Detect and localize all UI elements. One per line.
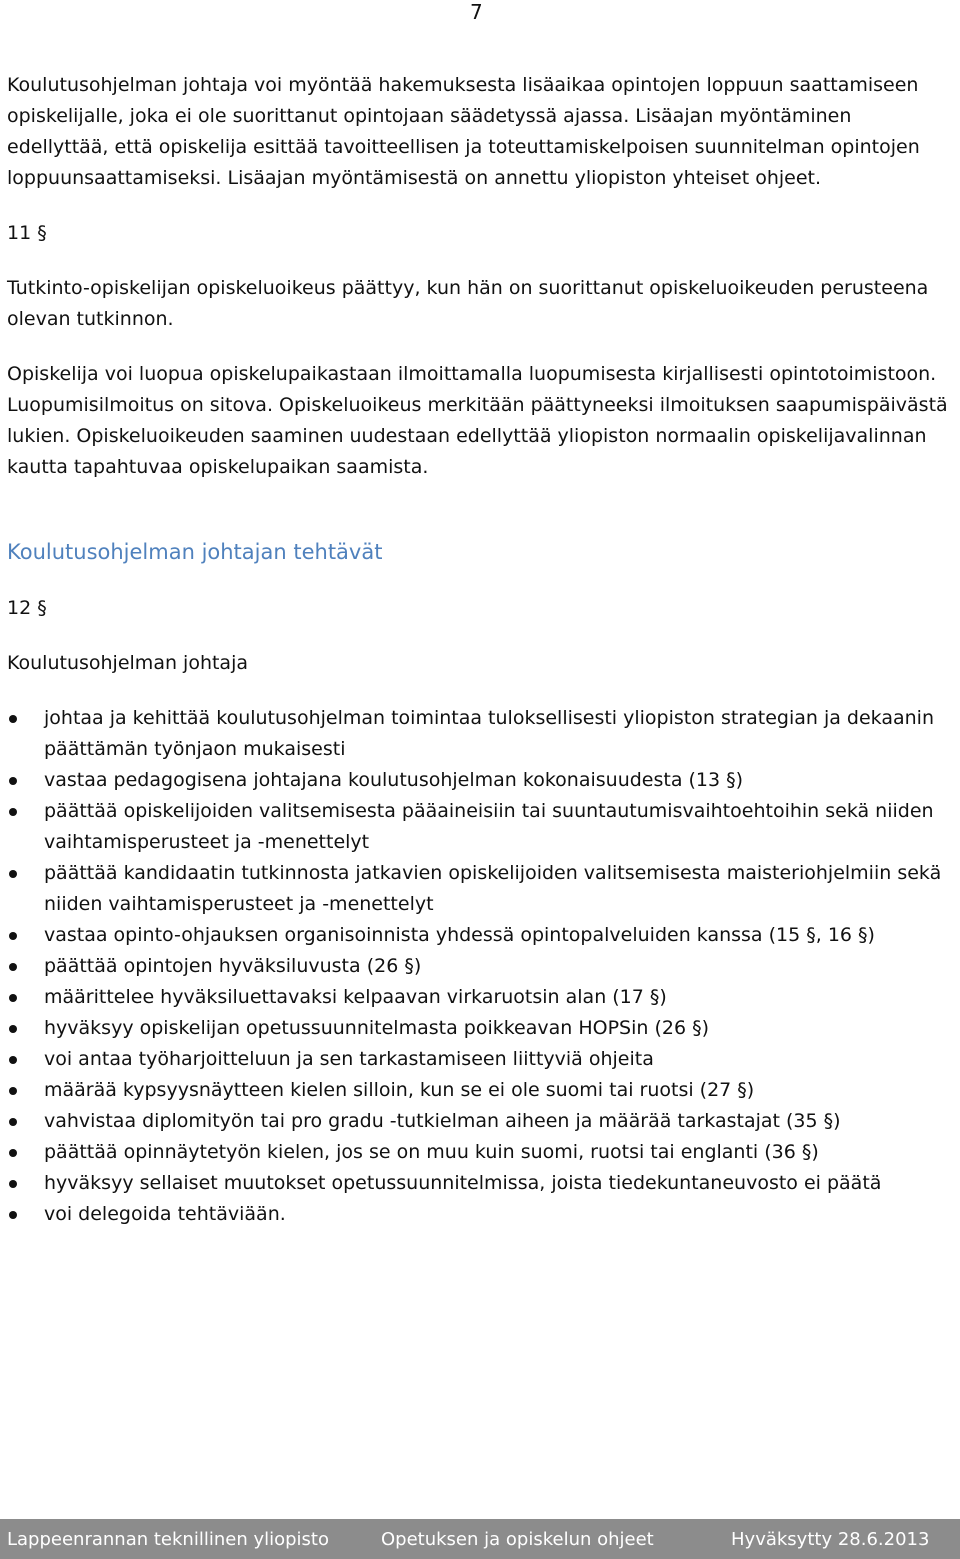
duties-list [7,703,952,1230]
role-title: Koulutusohjelman johtaja [7,652,248,674]
list-item [7,1044,952,1075]
bullet-icon [9,994,17,1002]
footer-document-title: Opetuksen ja opiskelun ohjeet [381,1529,654,1550]
bullet-icon [9,870,17,878]
paragraph-right-ends: Tutkinto-opiskelijan opiskeluoikeus päättyy, kun hän on suorittanut opiskeluoikeuden perusteena olevan tutkinnon. [7,277,929,330]
page-footer [0,1519,960,1559]
list-item [7,1168,952,1199]
list-item-text: määrittelee hyväksiluettavaksi kelpaavan virkaruotsin alan (17 §) [44,986,667,1008]
list-item [7,1075,952,1106]
list-item-text: voi antaa työharjoitteluun ja sen tarkastamiseen liittyviä ohjeita [44,1048,654,1070]
list-item-text: voi delegoida tehtäviään. [44,1203,286,1225]
list-item [7,951,952,982]
list-item-text: vastaa opinto-ohjauksen organisoinnista yhdessä opintopalveluiden kanssa (15 §, 16 §) [44,924,875,946]
bullet-icon [9,715,17,723]
list-item [7,1106,952,1137]
paragraph-extension: Koulutusohjelman johtaja voi myöntää hakemuksesta lisäaikaa opintojen loppuun saattamiseen opiskelijalle, joka ei ole suorittanut opintojaan säädetyssä ajassa. Lisäajan myöntäminen edellyttää, että opiskelija esittää tavoitteellisen ja toteuttamiskelpoisen suunnitelman opintojen loppuunsaattamiseksi. Lisäajan myöntämisestä on annettu yliopiston yhteiset ohjeet. [7,74,920,189]
bullet-icon [9,1211,17,1219]
list-item-text: hyväksyy sellaiset muutokset opetussuunnitelmissa, joista tiedekuntaneuvosto ei päätä [44,1172,882,1194]
list-item-text: vahvistaa diplomityön tai pro gradu -tutkielman aiheen ja määrää tarkastajat (35 §) [44,1110,841,1132]
list-item [7,920,952,951]
footer-institution: Lappeenrannan teknillinen yliopisto [7,1529,329,1550]
list-item-text: määrää kypsyysnäytteen kielen silloin, kun se ei ole suomi tai ruotsi (27 §) [44,1079,755,1101]
footer-approval-date: Hyväksytty 28.6.2013 [731,1529,930,1550]
bullet-icon [9,1149,17,1157]
list-item [7,1199,952,1230]
bullet-icon [9,932,17,940]
list-item-text: päättää kandidaatin tutkinnosta jatkavien opiskelijoiden valitsemisesta maisteriohjelmiin sekä niiden vaihtamisperusteet ja -menettelyt [44,862,942,915]
section-11-number: 11 § [7,222,47,244]
bullet-icon [9,777,17,785]
bullet-icon [9,1087,17,1095]
list-item-text: päättää opiskelijoiden valitsemisesta pääaineisiin tai suuntautumisvaihtoehtoihin sekä niiden vaihtamisperusteet ja -menettelyt [44,800,934,853]
section-heading: Koulutusohjelman johtajan tehtävät [7,540,383,564]
list-item-text: johtaa ja kehittää koulutusohjelman toimintaa tuloksellisesti yliopiston strategian ja dekaanin päättämän työnjaon mukaisesti [44,707,934,760]
bullet-icon [9,1056,17,1064]
list-item-text: päättää opintojen hyväksiluvusta (26 §) [44,955,422,977]
document-body [7,70,952,1230]
section-12-number: 12 § [7,597,47,619]
bullet-icon [9,808,17,816]
list-item [7,982,952,1013]
list-item [7,1013,952,1044]
list-item-text: hyväksyy opiskelijan opetussuunnitelmasta poikkeavan HOPSin (26 §) [44,1017,710,1039]
list-item [7,703,952,765]
bullet-icon [9,1025,17,1033]
bullet-icon [9,1118,17,1126]
list-item [7,765,952,796]
list-item-text: vastaa pedagogisena johtajana koulutusohjelman kokonaisuudesta (13 §) [44,769,744,791]
list-item [7,1137,952,1168]
list-item-text: päättää opinnäytetyön kielen, jos se on muu kuin suomi, ruotsi tai englanti (36 §) [44,1141,819,1163]
list-item [7,796,952,858]
list-item [7,858,952,920]
bullet-icon [9,963,17,971]
paragraph-resignation: Opiskelija voi luopua opiskelupaikastaan ilmoittamalla luopumisesta kirjallisesti opintotoimistoon. Luopumisilmoitus on sitova. Opiskeluoikeus merkitään päättyneeksi ilmoituksen saapumispäivästä lukien. Opiskeluoikeuden saaminen uudestaan edellyttää yliopiston normaalin opiskelijavalinnan kautta tapahtuvaa opiskelupaikan saamista. [7,363,948,478]
page-number: 7 [470,0,483,24]
bullet-icon [9,1180,17,1188]
